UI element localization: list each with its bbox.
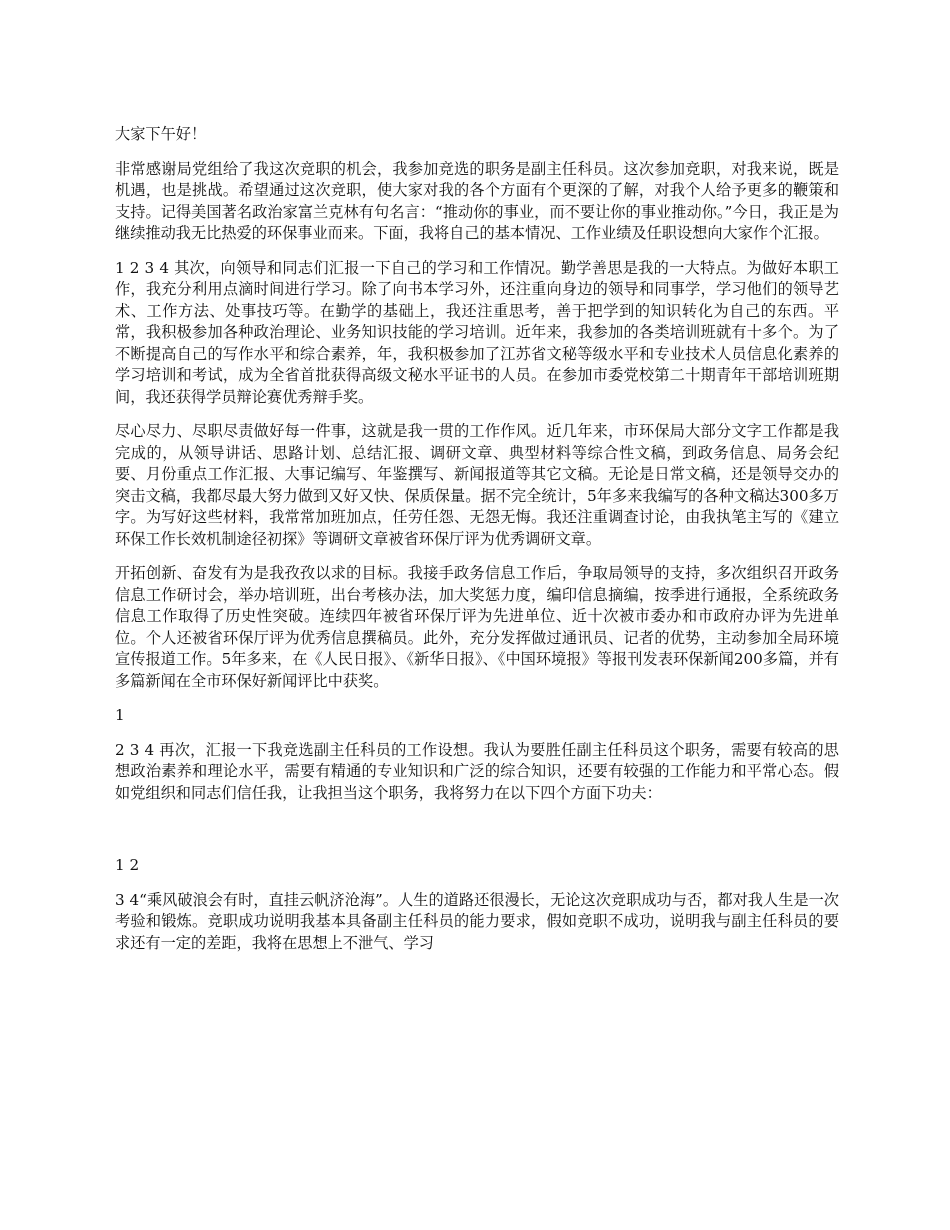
document-body [115,124,839,967]
intro-paragraph: 非常感谢局党组给了我这次竞职的机会，我参加竞选的职务是副主任科员。这次参加竞职，对我来说，既是机遇，也是挑战。希望通过这次竞职，使大家对我的各个方面有个更深的了解，对我个人给予更多的鞭策和支持。记得美国著名政治家富兰克林有句名言：“推动你的事业，而不要让你的事业推动你。”今日，我正是为继续推动我无比热爱的环保事业而来。下面，我将自己的基本情况、工作业绩及任职设想向大家作个汇报。 [115,159,839,242]
study-paragraph: 1 2 3 4 其次，向领导和同志们汇报一下自己的学习和工作情况。勤学善思是我的一大特点。为做好本职工作，我充分利用点滴时间进行学习。除了向书本学习外，还注重向身边的领导和同事学，学习他们的领导艺术、工作方法、处事技巧等。在勤学的基础上，我还注重思考，善于把学到的知识转化为自己的东西。平常，我积极参加各种政治理论、业务知识技能的学习培训。近年来，我参加的各类培训班就有十多个。为了不断提高自己的写作水平和综合素养，年，我积极参加了江苏省文秘等级水平和专业技术人员信息化素养的学习培训和考试，成为全省首批获得高级文秘水平证书的人员。在参加市委党校第二十期青年干部培训班期间，我还获得学员辩论赛优秀辩手奖。 [115,258,839,406]
work-style-paragraph: 尽心尽力、尽职尽责做好每一件事，这就是我一贯的工作作风。近几年来，市环保局大部分文字工作都是我完成的，从领导讲话、思路计划、总结汇报、调研文章、典型材料等综合性文稿，到政务信息、局务会纪要、月份重点工作汇报、大事记编写、年鉴撰写、新闻报道等其它文稿。无论是日常文稿，还是领导交办的突击文稿，我都尽最大努力做到又好又快、保质保量。据不完全统计，5年多来我编写的各种文稿达300多万字。为写好这些材料，我常常加班加点，任劳任怨、无怨无悔。我还注重调查讨论，由我执笔主写的《建立环保工作长效机制途径初探》等调研文章被省环保厅评为优秀调研文章。 [115,422,839,548]
innovation-paragraph: 开拓创新、奋发有为是我孜孜以求的目标。我接手政务信息工作后，争取局领导的支持，多次组织召开政务信息工作研讨会，举办培训班，出台考核办法，加大奖惩力度，编印信息摘编，按季进行通报，全系统政务信息工作取得了历史性突破。连续四年被省环保厅评为先进单位、近十次被市委办和市政府办评为先进单位。个人还被省环保厅评为优秀信息撰稿员。此外，充分发挥做过通讯员、记者的优势，主动参加全局环境宣传报道工作。5年多来，在《人民日报》、《新华日报》、《中国环境报》等报刊发表环保新闻200多篇，并有多篇新闻在全市环保好新闻评比中获奖。 [115,564,839,690]
plans-paragraph: 2 3 4 再次，汇报一下我竞选副主任科员的工作设想。我认为要胜任副主任科员这个职务，需要有较高的思想政治素养和理论水平，需要有精通的专业知识和广泛的综合知识，还要有较强的工作能力和平常心态。假如党组织和同志们信任我，让我担当这个职务，我将努力在以下四个方面下功夫： [115,740,839,802]
numbering-fragment-2: 1 2 [115,856,140,874]
blank-gap [115,817,839,855]
closing-paragraph: 3 4“乘风破浪会有时，直挂云帆济沧海”。人生的道路还很漫长，无论这次竞职成功与否，都对我人生是一次考验和锻炼。竞职成功说明我基本具备副主任科员的能力要求，假如竞职不成功，说明我与副主任科员的要求还有一定的差距，我将在思想上不泄气、学习 [115,890,839,952]
numbering-fragment-1: 1 [115,706,125,724]
greeting-paragraph: 大家下午好！ [115,125,207,143]
